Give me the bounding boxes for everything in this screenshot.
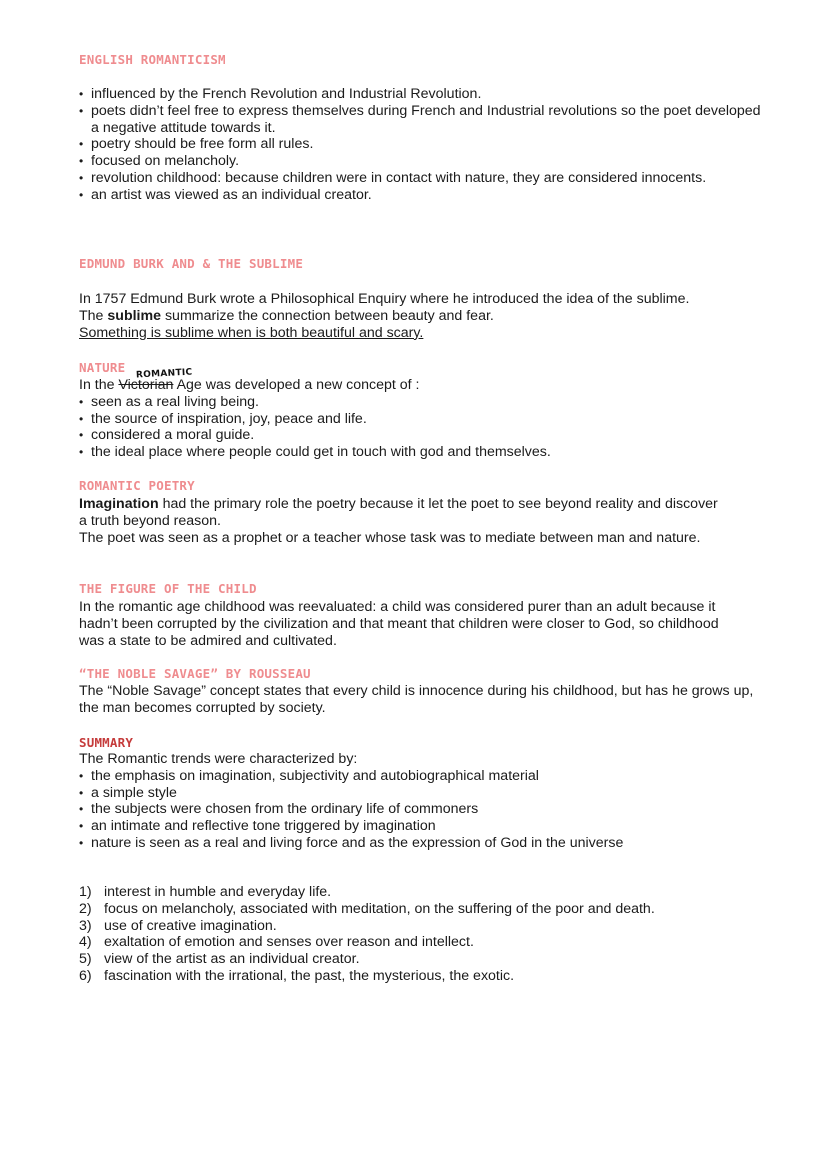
list-item — [79, 951, 769, 968]
list-number: 2) — [79, 900, 92, 917]
list-item: • the ideal place where people could get in touch with god and themselves. — [79, 444, 769, 461]
list-number: 6) — [79, 967, 92, 984]
bullet-list — [79, 394, 769, 461]
bold-term: Imagination — [79, 496, 159, 512]
text-span: In the — [79, 377, 119, 393]
text-span: summarize the connection between beauty and fear. — [161, 307, 494, 324]
list-text: interest in humble and everyday life. — [104, 884, 332, 900]
list-item: • poetry should be free form all rules. — [79, 136, 769, 153]
list-text: focus on melancholy, associated with meditation, on the suffering of the poor and death. — [104, 900, 655, 917]
list-text: exaltation of emotion and senses over reason and intellect. — [104, 934, 474, 951]
heading-edmund-burk: EDMUND BURK AND & THE SUBLIME — [79, 256, 304, 271]
list-item — [79, 884, 769, 901]
heading-summary: SUMMARY — [79, 735, 134, 750]
list-item: • the source of inspiration, joy, peace and life. — [79, 411, 769, 428]
bullet-list — [79, 768, 769, 852]
list-number: 4) — [79, 934, 92, 951]
heading-nature: NATURE — [79, 360, 126, 375]
handwritten-correction: ROMANTIC — [135, 367, 193, 381]
bold-term: sublime — [107, 307, 162, 324]
heading-romantic-poetry: ROMANTIC POETRY — [79, 478, 195, 493]
list-item: • focused on melancholy. — [79, 153, 769, 170]
numbered-section — [79, 884, 769, 985]
list-item: • a simple style — [79, 785, 769, 802]
paragraph: In the romantic age childhood was reevaluated: a child was considered purer than an adult because it hadn’t been corrupted by the civilization and that meant that children were closer to God, so childhood was a state to be admired and cultivated. — [79, 599, 719, 649]
list-item: • poets didn’t feel free to express themselves during French and Industrial revolutions so the poet developed a negative attitude towards it. — [79, 103, 769, 137]
summary-section — [79, 751, 769, 852]
list-item: • an intimate and reflective tone triggered by imagination — [79, 818, 769, 835]
list-number: 5) — [79, 951, 92, 968]
underlined-definition: Something is sublime when is both beautiful and scary. — [79, 324, 424, 341]
paragraph: The Romantic trends were characterized by: — [79, 751, 358, 767]
nature-section — [79, 377, 769, 461]
edmund-burk-section — [79, 291, 769, 341]
list-item: • revolution childhood: because children were in contact with nature, they are considered innocents. — [79, 170, 769, 187]
bullet-list — [79, 86, 769, 204]
list-text: view of the artist as an individual creator. — [104, 951, 360, 968]
list-text: fascination with the irrational, the past, the mysterious, the exotic. — [104, 967, 515, 984]
paragraph: The “Noble Savage” concept states that every child is innocence during his childhood, but has he grows up, the man becomes corrupted by society. — [79, 683, 754, 716]
list-text: use of creative imagination. — [104, 917, 277, 934]
list-item — [79, 934, 769, 951]
list-item — [79, 968, 769, 985]
paragraph: In 1757 Edmund Burk wrote a Philosophical Enquiry where he introduced the idea of the sublime. — [79, 291, 690, 307]
list-item: • influenced by the French Revolution and Industrial Revolution. — [79, 86, 769, 103]
struck-word: Victorian — [118, 377, 174, 393]
list-item: • seen as a real living being. — [79, 394, 769, 411]
list-item: • nature is seen as a real and living force and as the expression of God in the universe — [79, 835, 769, 852]
paragraph: The poet was seen as a prophet or a teacher whose task was to mediate between man and nature. — [79, 529, 701, 546]
list-item: • the emphasis on imagination, subjectivity and autobiographical material — [79, 768, 769, 785]
list-item — [79, 901, 769, 918]
list-item: • the subjects were chosen from the ordinary life of commoners — [79, 801, 769, 818]
heading-english-romanticism: ENGLISH ROMANTICISM — [79, 52, 226, 67]
paragraph — [79, 377, 769, 394]
figure-child-section — [79, 599, 739, 649]
noble-savage-section — [79, 683, 759, 717]
romantic-poetry-section — [79, 496, 729, 546]
text-span: The — [79, 307, 108, 324]
paragraph — [79, 496, 729, 530]
heading-figure-of-the-child: THE FIGURE OF THE CHILD — [79, 581, 257, 596]
text-span: had the primary role the poetry because it let the poet to see beyond reality and discover a truth beyond reason. — [79, 496, 718, 529]
list-item — [79, 918, 769, 935]
heading-noble-savage: “THE NOBLE SAVAGE” BY ROUSSEAU — [79, 666, 311, 681]
list-item: • an artist was viewed as an individual creator. — [79, 187, 769, 204]
list-number: 3) — [79, 917, 92, 934]
english-romanticism-section — [79, 86, 769, 204]
numbered-list — [79, 884, 769, 985]
paragraph — [79, 308, 769, 325]
list-number: 1) — [79, 884, 92, 900]
list-item: • considered a moral guide. — [79, 427, 769, 444]
text-span: Age was developed a new concept of : — [173, 377, 420, 393]
